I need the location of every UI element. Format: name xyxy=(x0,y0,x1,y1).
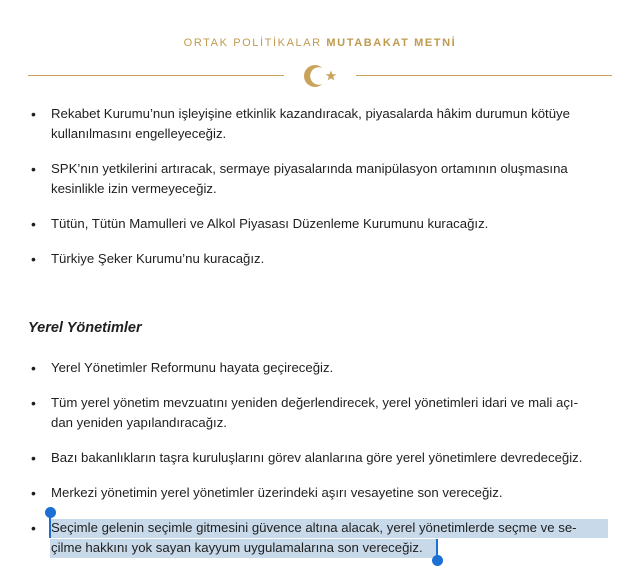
list-item-line: kullanılmasını engelleyeceğiz. xyxy=(51,126,227,141)
divider-line-left xyxy=(28,75,284,76)
bullet-icon: • xyxy=(31,360,36,376)
crescent-star-icon xyxy=(298,62,344,90)
bullet-icon: • xyxy=(31,520,36,536)
list-item-line: SPK’nın yetkilerini artıracak, sermaye piyasalarında manipülasyon ortamının oluşmasına xyxy=(51,161,568,176)
header-title-regular: ORTAK POLİTİKALAR xyxy=(183,37,327,49)
selection-start-stem xyxy=(49,516,51,538)
list-item-line: dan yeniden yapılandıracağız. xyxy=(51,415,227,430)
bullet-icon: • xyxy=(31,251,36,267)
bullet-icon: • xyxy=(31,161,36,177)
list-item-line[interactable]: çilme hakkını yok sayan kayyum uygulamalarına son vereceğiz. xyxy=(51,540,423,555)
selection-end-handle[interactable] xyxy=(432,555,443,566)
bullet-icon: • xyxy=(31,395,36,411)
list-item-line: Türkiye Şeker Kurumu’nu kuracağız. xyxy=(51,251,265,266)
header-title-bold: MUTABAKAT METNİ xyxy=(326,37,457,49)
list-item-line: kesinlikle izin vermeyeceğiz. xyxy=(51,181,217,196)
bullet-icon: • xyxy=(31,106,36,122)
list-item-line: Tüm yerel yönetim mevzuatını yeniden değerlendirecek, yerel yönetimleri idari ve mali açı- xyxy=(51,395,578,410)
bullet-icon: • xyxy=(31,485,36,501)
list-item-line: Rekabet Kurumu’nun işleyişine etkinlik kazandıracak, piyasalarda hâkim durumun kötüye xyxy=(51,106,570,121)
bullet-icon: • xyxy=(31,450,36,466)
header-divider xyxy=(28,62,612,90)
list-item-line: Bazı bakanlıkların taşra kuruluşlarını görev alanlarına göre yerel yönetimlere devredeceğiz. xyxy=(51,450,583,465)
list-item-line: Yerel Yönetimler Reformunu hayata geçireceğiz. xyxy=(51,360,334,375)
list-item-line: Tütün, Tütün Mamulleri ve Alkol Piyasası Düzenleme Kurumunu kuracağız. xyxy=(51,216,489,231)
list-item-line: Merkezi yönetimin yerel yönetimler üzerindeki aşırı vesayetine son vereceğiz. xyxy=(51,485,503,500)
document-header-title xyxy=(0,37,640,49)
section-heading: Yerel Yönetimler xyxy=(28,320,142,336)
list-item-line[interactable]: Seçimle gelenin seçimle gitmesini güvence altına alacak, yerel yönetimlerde seçme ve se- xyxy=(51,520,577,535)
divider-line-right xyxy=(356,75,612,76)
bullet-icon: • xyxy=(31,216,36,232)
